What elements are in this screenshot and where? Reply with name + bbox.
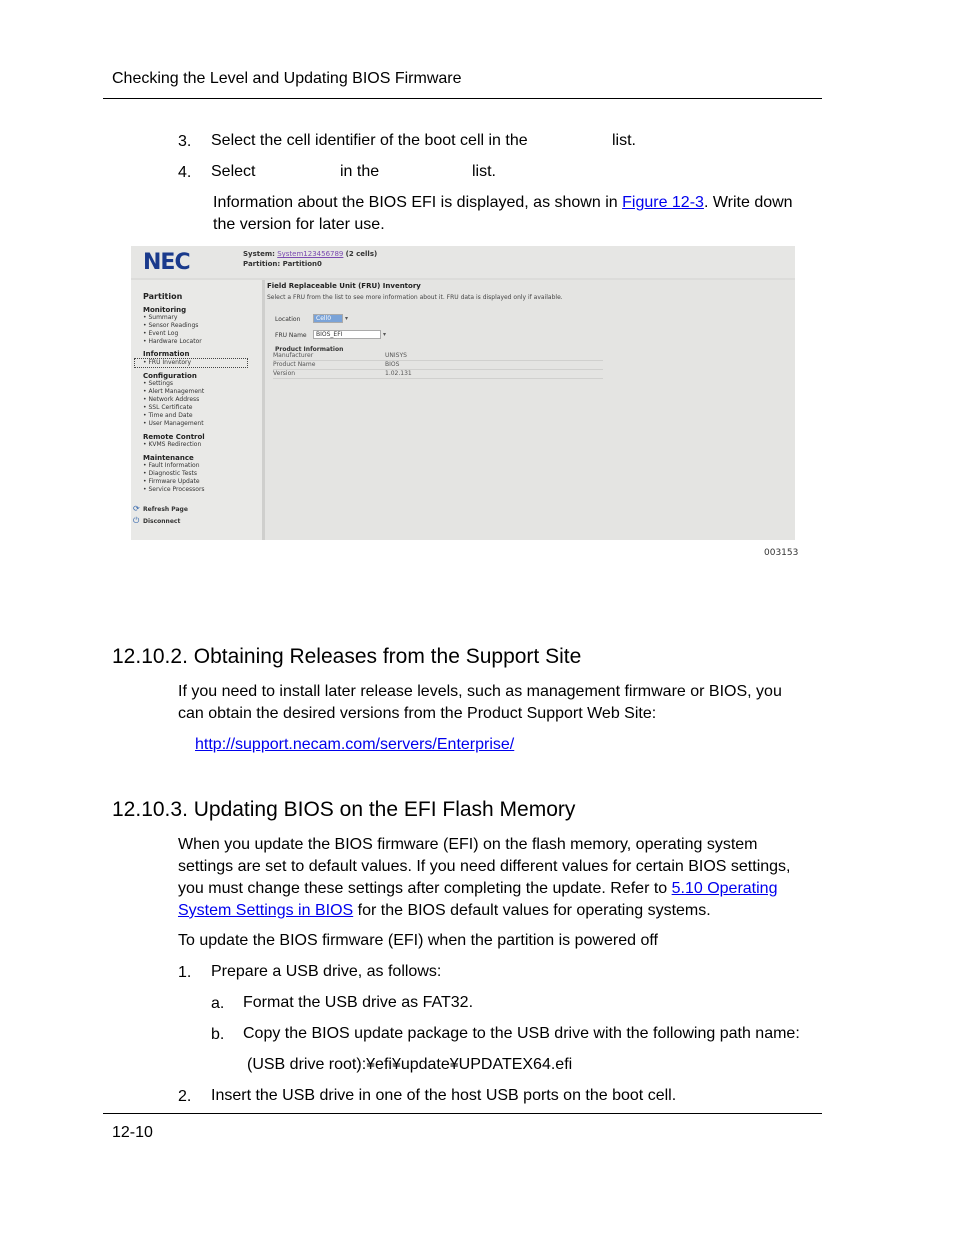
step-4-tail: list. xyxy=(472,163,496,180)
nav-item[interactable]: • Network Address xyxy=(143,396,200,403)
figure-code: 003153 xyxy=(764,548,799,558)
system-suffix: (2 cells) xyxy=(345,250,378,258)
info-paragraph xyxy=(213,192,813,236)
step-1-text: Prepare a USB drive, as follows: xyxy=(211,963,442,980)
nav-item[interactable]: • Firmware Update xyxy=(143,478,200,485)
nec-logo: NEC xyxy=(143,250,190,275)
nav-remote-control: Remote Control xyxy=(143,433,205,441)
step-number: 2. xyxy=(178,1088,192,1105)
partition-line: Partition: Partition0 xyxy=(243,260,322,268)
section-heading: 12.10.3. Updating BIOS on the EFI Flash Memory xyxy=(112,798,576,821)
nav-item-fru-inventory[interactable]: • FRU Inventory xyxy=(143,359,192,366)
table-row: Product Name BIOS xyxy=(273,361,603,370)
nav-maintenance: Maintenance xyxy=(143,454,194,462)
nav-item[interactable]: • Sensor Readings xyxy=(143,322,199,329)
location-select[interactable]: Cell0 xyxy=(313,314,343,323)
nav-item[interactable]: • SSL Certificate xyxy=(143,404,193,411)
os-settings-link[interactable]: System Settings in BIOS xyxy=(178,902,354,919)
chevron-down-icon[interactable]: ▾ xyxy=(383,331,387,338)
disconnect-icon[interactable]: ⏻ xyxy=(133,516,140,525)
section-1-paragraph: If you need to install later release levels, such as management firmware or BIOS, you can obtain the desired versions from the Product Support Web Site: xyxy=(178,683,782,722)
nav-item[interactable]: • Settings xyxy=(143,380,174,387)
fru-name-select[interactable]: BIOS_EFI xyxy=(313,330,381,339)
nav-information: Information xyxy=(143,350,190,358)
product-info-table xyxy=(273,352,603,379)
step-number: 1. xyxy=(178,964,192,981)
nav-partition: Partition xyxy=(143,292,183,301)
product-info-heading: Product Information xyxy=(275,346,344,353)
step-3-tail: list. xyxy=(612,132,636,149)
step-2-text: Insert the USB drive in one of the host USB ports on the boot cell. xyxy=(211,1087,677,1104)
info-text: . Write down xyxy=(703,194,793,211)
substep-letter: b. xyxy=(211,1026,225,1043)
usb-path: (USB drive root):¥efi¥update¥UPDATEX64.efi xyxy=(247,1056,573,1073)
step-3-text: Select the cell identifier of the boot cell in the xyxy=(211,132,528,149)
nav-item[interactable]: • Diagnostic Tests xyxy=(143,470,197,477)
header-rule xyxy=(103,98,822,99)
nav-item[interactable]: • Fault Information xyxy=(143,462,200,469)
footer-rule xyxy=(103,1113,822,1114)
info-text: the version for later use. xyxy=(213,216,385,233)
nav-monitoring: Monitoring xyxy=(143,306,187,314)
figure-12-3-link[interactable]: Figure 12-3 xyxy=(622,194,704,211)
system-line xyxy=(243,250,377,258)
location-label: Location xyxy=(275,316,301,323)
fru-inventory-screenshot xyxy=(131,246,795,540)
system-label: System: xyxy=(243,250,275,258)
fru-title: Field Replaceable Unit (FRU) Inventory xyxy=(267,282,421,290)
table-row: Version 1.02.131 xyxy=(273,370,603,379)
screenshot-main xyxy=(265,280,795,540)
section-2-paragraph: When you update the BIOS firmware (EFI) on the flash memory, operating system settings are set to default values. If you need different values for certain BIOS settings, you must change these settings after completing the update. Refer to 5.10 Operating System Settings in BIOS for the BIOS default values for operating systems. xyxy=(178,836,791,919)
page-number: 12-10 xyxy=(112,1124,153,1141)
procedure-intro: To update the BIOS firmware (EFI) when the partition is powered off xyxy=(178,932,658,949)
section-heading: 12.10.2. Obtaining Releases from the Support Site xyxy=(112,645,582,668)
system-link[interactable]: System123456789 xyxy=(277,250,344,258)
table-row: Manufacturer UNISYS xyxy=(273,352,603,361)
nav-item[interactable]: • KVMS Redirection xyxy=(143,441,202,448)
fru-name-label: FRU Name xyxy=(275,332,307,339)
step-number: 3. xyxy=(178,133,192,150)
nav-item[interactable]: • Time and Date xyxy=(143,412,193,419)
step-number: 4. xyxy=(178,164,192,181)
os-settings-link[interactable]: 5.10 Operating xyxy=(671,880,778,897)
running-header: Checking the Level and Updating BIOS Firmware xyxy=(112,70,462,87)
substep-letter: a. xyxy=(211,995,225,1012)
info-text: Information about the BIOS EFI is displayed, as shown in xyxy=(213,194,623,211)
screenshot-nav xyxy=(131,280,265,540)
nav-item[interactable]: • Event Log xyxy=(143,330,179,337)
nav-item[interactable]: • Alert Management xyxy=(143,388,205,395)
screenshot-header xyxy=(131,246,795,278)
nav-item[interactable]: • Service Processors xyxy=(143,486,205,493)
support-site-link[interactable]: http://support.necam.com/servers/Enterprise/ xyxy=(195,736,515,753)
nav-item[interactable]: • User Management xyxy=(143,420,204,427)
chevron-down-icon[interactable]: ▾ xyxy=(345,315,349,322)
fru-description: Select a FRU from the list to see more information about it. FRU data is displayed only if available. xyxy=(267,294,563,301)
nav-item[interactable]: • Hardware Locator xyxy=(143,338,202,345)
nav-item[interactable]: • Summary xyxy=(143,314,178,321)
substep-b-text: Copy the BIOS update package to the USB drive with the following path name: xyxy=(243,1025,800,1042)
substep-a-text: Format the USB drive as FAT32. xyxy=(243,994,474,1011)
refresh-page-link[interactable]: Refresh Page xyxy=(143,506,188,513)
nav-configuration: Configuration xyxy=(143,372,197,380)
refresh-icon[interactable]: ⟳ xyxy=(133,504,140,513)
disconnect-link[interactable]: Disconnect xyxy=(143,518,181,525)
step-4-mid: in the xyxy=(340,163,380,180)
step-4-text: Select xyxy=(211,163,256,180)
